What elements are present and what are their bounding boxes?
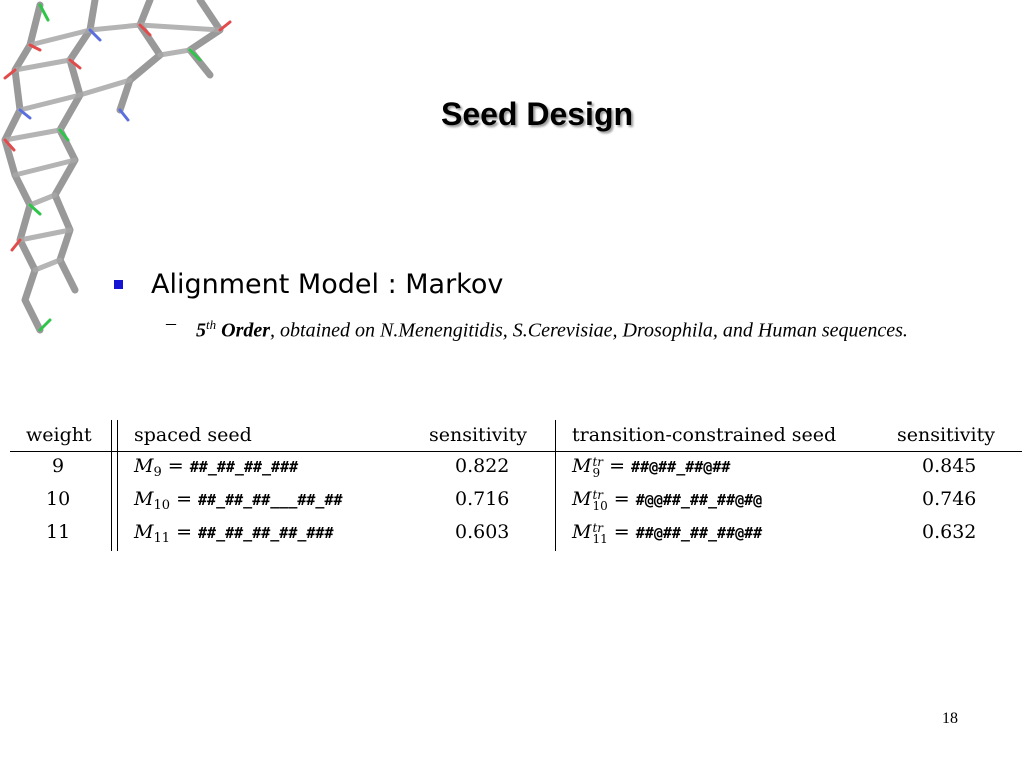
header-rule — [10, 451, 1022, 452]
equals-sign: = — [167, 455, 184, 477]
tc-seed-cell — [572, 488, 762, 512]
dna-rungs — [5, 25, 220, 270]
spaced-seed-pattern: ##_##_##_##_### — [198, 524, 334, 542]
sub-bullet-dash: – — [166, 312, 176, 334]
bullet-item — [114, 266, 503, 302]
sub-bullet-text — [196, 310, 956, 346]
header-weight: weight — [26, 424, 92, 446]
slide-title: Seed Design — [440, 96, 634, 132]
equals-sign: = — [176, 488, 192, 510]
page-number: 18 — [942, 710, 958, 727]
equals-sign: = — [609, 455, 625, 477]
tc-seed-superscript: tr — [592, 521, 604, 535]
equals-sign: = — [613, 521, 630, 543]
tc-seed-superscript: tr — [592, 488, 604, 502]
spaced-seed-subscript: 10 — [153, 498, 171, 513]
tc-seed-symbol: M — [572, 455, 592, 477]
tc-seed-superscript: tr — [592, 455, 604, 469]
header-spaced-seed: spaced seed — [134, 424, 252, 446]
tc-seed-sensitivity: 0.746 — [922, 488, 977, 510]
tc-seed-symbol: M — [572, 521, 592, 543]
spaced-seed-subscript: 11 — [153, 531, 171, 546]
spaced-seed-symbol: M — [134, 521, 154, 543]
tc-seed-indices — [592, 457, 603, 479]
spaced-seed-sensitivity: 0.603 — [455, 521, 510, 543]
tc-seed-cell — [572, 521, 762, 545]
sub-bullet-rest: , obtained on N.Menengitidis, S.Cerevisiae, Drosophila, and Human sequences. — [270, 319, 908, 342]
dna-molecule-image — [0, 0, 250, 360]
tc-seed-symbol: M — [572, 488, 592, 510]
tc-seed-indices — [592, 523, 607, 545]
order-number: 5 — [196, 319, 206, 342]
spaced-seed-pattern: ##_##_##___##_## — [198, 491, 343, 509]
tc-seed-subscript: 11 — [592, 532, 608, 546]
tc-seed-sensitivity: 0.845 — [922, 455, 977, 477]
row-weight: 10 — [46, 488, 71, 510]
spaced-seed-pattern: ##_##_##_### — [189, 458, 299, 476]
equals-sign: = — [613, 488, 630, 510]
order-word: Order — [221, 319, 271, 342]
header-sensitivity-1: sensitivity — [429, 424, 527, 446]
spaced-seed-symbol: M — [134, 455, 154, 477]
spaced-seed-cell — [134, 455, 298, 480]
equals-sign: = — [176, 521, 192, 543]
spaced-seed-sensitivity: 0.716 — [455, 488, 510, 510]
tc-seed-pattern: ##@##_##_##@## — [635, 524, 763, 542]
spaced-seed-cell — [134, 488, 343, 513]
tc-seed-subscript: 9 — [592, 466, 601, 480]
weight-divider-right — [117, 420, 118, 551]
seed-group-divider — [555, 420, 556, 551]
tc-seed-sensitivity: 0.632 — [922, 521, 977, 543]
tc-seed-indices — [592, 490, 607, 512]
spaced-seed-cell — [134, 521, 334, 546]
order-suffix: th — [206, 317, 217, 332]
row-weight: 11 — [46, 521, 71, 543]
tc-seed-pattern: #@@##_##_##@#@ — [635, 491, 763, 509]
header-sensitivity-2: sensitivity — [897, 424, 995, 446]
weight-divider-left — [111, 420, 112, 551]
tc-seed-subscript: 10 — [592, 499, 608, 513]
square-bullet-icon — [114, 280, 123, 289]
bullet-text: Alignment Model : Markov — [151, 268, 504, 300]
tc-seed-pattern: ##@##_##@## — [631, 458, 731, 476]
spaced-seed-subscript: 9 — [153, 465, 162, 480]
spaced-seed-sensitivity: 0.822 — [455, 455, 510, 477]
spaced-seed-symbol: M — [134, 488, 154, 510]
tc-seed-cell — [572, 455, 730, 479]
header-transition-constrained-seed: transition-constrained seed — [572, 424, 837, 446]
row-weight: 9 — [52, 455, 65, 477]
